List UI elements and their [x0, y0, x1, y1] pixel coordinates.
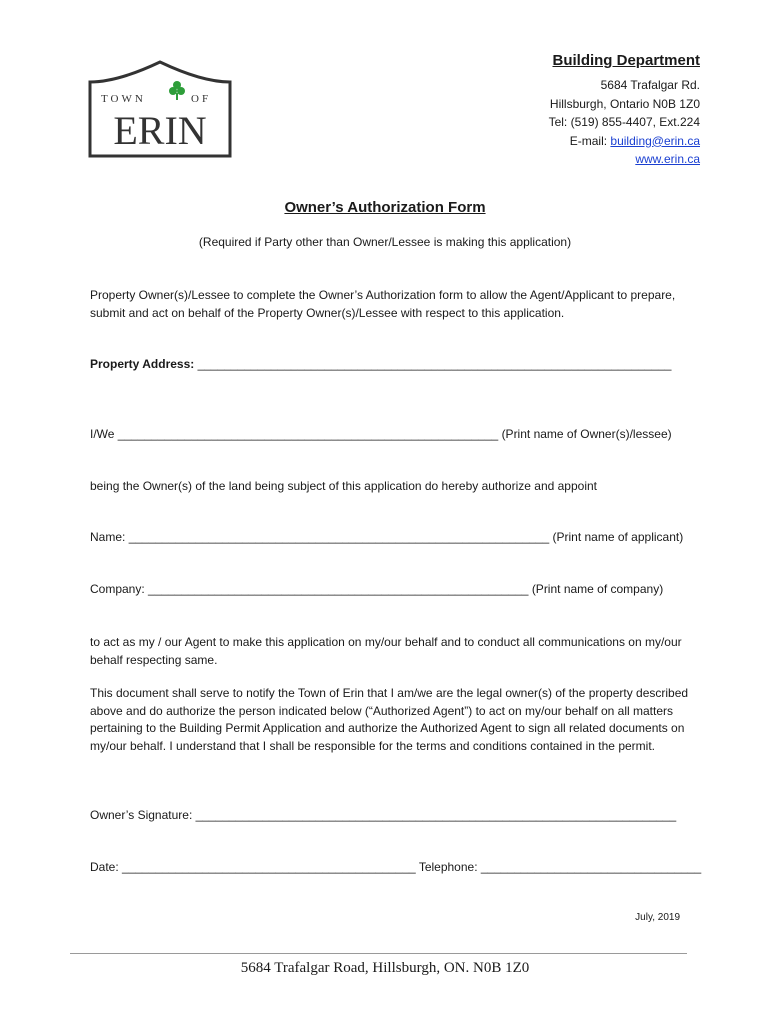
- shamrock-icon: [169, 81, 185, 100]
- department-website-row: [549, 150, 700, 169]
- department-email-row: [549, 132, 700, 151]
- company-note: (Print name of company): [531, 582, 664, 596]
- logo-town-text: TOWN: [101, 93, 146, 105]
- logo-erin-text: ERIN: [113, 108, 207, 153]
- department-title: Building Department: [552, 52, 700, 69]
- form-subtitle: (Required if Party other than Owner/Lessee is making this application): [198, 235, 572, 249]
- authorize-statement: being the Owner(s) of the land being subject of this application do hereby authorize and appoint: [90, 479, 597, 493]
- department-header: [549, 52, 700, 169]
- telephone-line[interactable]: _________________________________: [480, 860, 702, 874]
- department-tel: Tel: (519) 855-4407, Ext.224: [548, 115, 700, 129]
- department-city: Hillsburgh, Ontario N0B 1Z0: [549, 96, 700, 111]
- signature-label: Owner’s Signature:: [90, 808, 193, 822]
- revision-date: July, 2019: [635, 912, 680, 923]
- owner-name-note: (Print name of Owner(s)/lessee): [501, 427, 672, 441]
- footer-divider: [70, 953, 687, 954]
- signature-line[interactable]: ________________________________________________________________________: [195, 808, 677, 822]
- applicant-name-line[interactable]: _______________________________________________________________: [128, 530, 550, 544]
- name-label: Name:: [90, 530, 126, 544]
- property-address-field[interactable]: [90, 357, 671, 371]
- department-address: 5684 Trafalgar Rd.: [600, 78, 700, 92]
- company-line[interactable]: _________________________________________________________: [148, 582, 529, 596]
- website-link[interactable]: www.erin.ca: [635, 152, 700, 166]
- owner-name-line[interactable]: _________________________________________________________: [117, 427, 499, 441]
- telephone-label: Telephone:: [418, 860, 478, 874]
- owner-name-field[interactable]: [90, 427, 672, 441]
- property-address-line[interactable]: _______________________________________________________________________: [197, 357, 672, 371]
- form-title: Owner’s Authorization Form: [284, 199, 486, 216]
- town-of-erin-logo: [88, 60, 232, 158]
- agent-paragraph: to act as my / our Agent to make this application on my/our behalf and to conduct all communications on my/our behalf respecting same.: [90, 635, 682, 667]
- notice-paragraph: This document shall serve to notify the Town of Erin that I am/we are the legal owner(s) of the property described above and do authorize the person indicated below (“Authorized Agent”) to act on my/our behalf on all matters pertaining to the Building Permit Application and authorize the Authorized Agent to sign all related documents on my/our behalf. I understand that I shall be responsible for the terms and conditions contained in the permit.: [90, 686, 689, 753]
- applicant-name-note: (Print name of applicant): [552, 530, 684, 544]
- date-telephone-row: [90, 860, 701, 874]
- logo-of-text: OF: [191, 93, 212, 105]
- company-field[interactable]: [90, 582, 663, 596]
- property-address-label: Property Address:: [90, 357, 195, 371]
- date-line[interactable]: ____________________________________________: [122, 860, 416, 874]
- email-label: E-mail:: [569, 133, 608, 148]
- signature-field[interactable]: [90, 808, 676, 822]
- footer-address: 5684 Trafalgar Road, Hillsburgh, ON. N0B 1Z0: [240, 960, 530, 976]
- company-label: Company:: [90, 582, 145, 596]
- iwe-label: I/We: [90, 427, 115, 441]
- email-link[interactable]: building@erin.ca: [610, 133, 700, 148]
- date-label: Date:: [90, 860, 119, 874]
- applicant-name-field[interactable]: [90, 530, 683, 544]
- intro-paragraph: Property Owner(s)/Lessee to complete the Owner’s Authorization form to allow the Agent/Applicant to prepare, submit and act on behalf of the Property Owner(s)/Lessee with respect to this application.: [90, 288, 676, 320]
